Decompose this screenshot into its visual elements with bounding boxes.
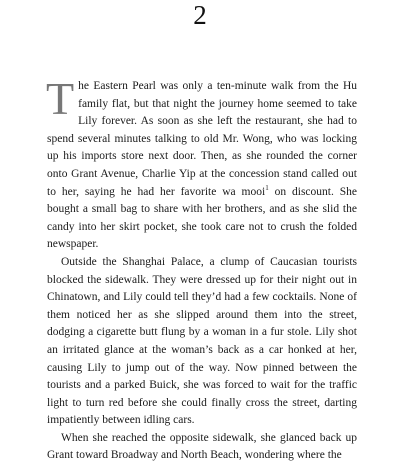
chapter-body [46, 73, 357, 465]
paragraph-1 [46, 73, 357, 254]
paragraph-1-text-start: he Eastern Pearl was only a ten-minute walk from the Hu family flat, but that night the journey home seemed to take Lily forever. As soon as she left the restaurant, she had to spend several minutes talking to old Mr. Wong, who was locking up his imports store next door. Then, as she rounded the corner onto Grant Avenue, Charlie Yip at the concession stand called out to her, saying he had her favorite wa mooi [47, 80, 357, 198]
paragraph-3: When she reached the opposite sidewalk, she glanced back up Grant toward Broadway and North Beach, wondering where the [47, 431, 357, 462]
footnote-marker[interactable]: 1 [265, 183, 269, 192]
drop-cap: T [46, 73, 75, 124]
paragraph-2: Outside the Shanghai Palace, a clump of Caucasian tourists blocked the sidewalk. They were dressed up for their night out in Chinatown, and Lily could tell they’d had a few cocktails. None of them noticed her as she slipped around them into the street, dodging a cigarette butt flung by a woman in a fur stole. Lily shot an irritated glance at the woman’s back as a car honked at her, causing Lily to jump out of the way. Now pinned between the tourists and a parked Buick, she was forced to wait for the traffic light to turn red before she could finally cross the street, darting impatiently between idling cars. [47, 255, 357, 427]
paragraph-1-text-end: on discount. She bought a small bag to share with her brothers, and as she slid the candy into her skirt pocket, she took care not to crush the folded newspaper. [47, 185, 357, 251]
chapter-number: 2 [193, 0, 207, 30]
